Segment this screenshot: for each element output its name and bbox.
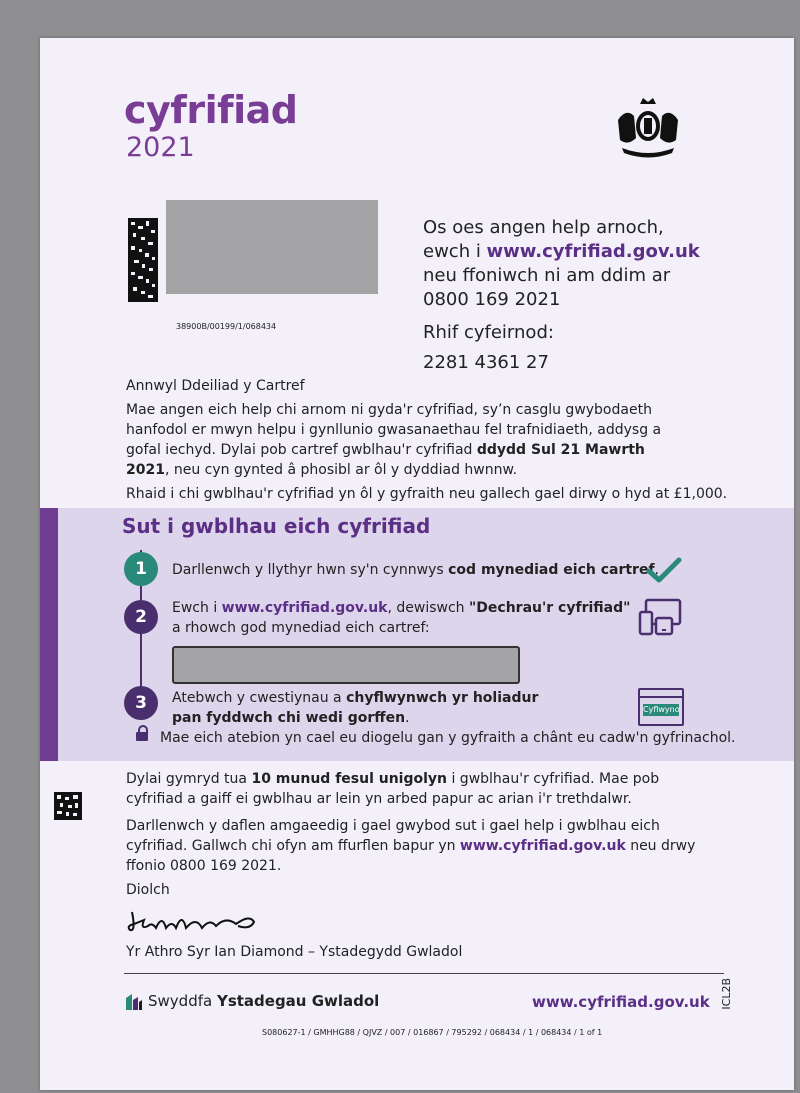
ons-logo-icon: [126, 994, 142, 1010]
thanks: Diolch: [126, 882, 170, 898]
help-line3: neu ffoniwch ni am ddim ar: [423, 265, 671, 286]
footer-url-link[interactable]: www.cyfrifiad.gov.uk: [532, 993, 710, 1011]
royal-crest-icon: [612, 96, 684, 160]
redacted-address: [166, 200, 378, 294]
barcode-code: 38900B/00199/1/068434: [176, 322, 277, 331]
privacy-note: Mae eich atebion yn cael eu diogelu gan y gyfraith a chânt eu cadw'n gyfrinachol.: [160, 730, 736, 746]
census-logo-word: cyfrifiad: [124, 88, 298, 132]
devices-icon: [638, 598, 682, 636]
checkmark-icon: [646, 556, 682, 584]
form-code: ICL2B: [720, 978, 733, 1010]
small-datamatrix: [54, 792, 82, 820]
steps-band-edge: [40, 508, 58, 761]
time-paragraph: Dylai gymryd tua 10 munud fesul unigolyn i gwblhau'r cyfrifiad. Mae pob cyfrifiad a gaiff ei gwblhau ar lein yn arbed papur ac arian i'r trethdalwr.: [126, 771, 660, 807]
step-3-text: Atebwch y cwestiynau a chyflwynwch yr holiadur pan fyddwch chi wedi gorffen.: [172, 690, 539, 726]
help-line1: Os oes angen help arnoch,: [423, 217, 664, 238]
submit-label: Cyflwyno: [643, 705, 680, 714]
step-2-url-link[interactable]: www.cyfrifiad.gov.uk: [221, 600, 388, 616]
ons-org-name: Swyddfa Ystadegau Gwladol: [148, 992, 380, 1010]
help-info: [423, 216, 700, 312]
legal-paragraph: Rhaid i chi gwblhau'r cyfrifiad yn ôl y gyfraith neu gallech gael dirwy o hyd at £1,000.: [126, 486, 728, 502]
step-1-text: Darllenwch y llythyr hwn sy'n cynnwys cod mynediad eich cartref.: [172, 562, 659, 578]
step-2-text: Ewch i www.cyfrifiad.gov.uk, dewiswch "Dechrau'r cyfrifiad" a rhowch god mynediad eich cartref:: [172, 600, 631, 636]
census-letter: [40, 38, 794, 1090]
step-3-number: 3: [124, 686, 158, 720]
intro-paragraph: Mae angen eich help chi arnom ni gyda'r cyfrifiad, sy’n casglu gwybodaeth hanfodol er mwyn helpu i gynllunio gwasanaethau fel trafnidiaeth, addysg a gofal iechyd. Dylai pob cartref gwblhau'r cyfrifiad ddydd Sul 21 Mawrth 2021, neu cyn gynted â phosibl ar ôl y dyddiad hwnnw.: [126, 402, 662, 478]
footer-divider: [124, 973, 724, 974]
datamatrix-barcode: [128, 218, 158, 302]
steps-title: Sut i gwblhau eich cyfrifiad: [122, 514, 431, 538]
submit-window-icon: [638, 688, 684, 726]
step-2-number: 2: [124, 600, 158, 634]
access-code-field-redacted: [172, 646, 520, 684]
signature-image: [126, 906, 266, 936]
signatory-name: Yr Athro Syr Ian Diamond – Ystadegydd Gwladol: [126, 944, 463, 960]
census-logo-year: 2021: [126, 132, 195, 163]
leaflet-url-link[interactable]: www.cyfrifiad.gov.uk: [459, 838, 626, 854]
step-1-number: 1: [124, 552, 158, 586]
reference-label: Rhif cyfeirnod:: [423, 322, 554, 343]
reference-number: 2281 4361 27: [423, 352, 549, 373]
print-reference: S080627-1 / GMHHG88 / QJVZ / 007 / 016867 / 795292 / 068434 / 1 / 068434 / 1 of 1: [262, 1028, 603, 1037]
lock-icon: [136, 732, 148, 741]
help-line2: ewch i www.cyfrifiad.gov.uk: [423, 241, 700, 262]
greeting: Annwyl Ddeiliad y Cartref: [126, 378, 305, 394]
help-phone: 0800 169 2021: [423, 289, 561, 310]
help-url-link[interactable]: www.cyfrifiad.gov.uk: [486, 241, 700, 262]
leaflet-paragraph: Darllenwch y daflen amgaeedig i gael gwybod sut i gael help i gwblhau eich cyfrifiad. Gallwch chi ofyn am ffurflen bapur yn www.cyfrifiad.gov.uk neu drwy ffonio 0800 169 2021.: [126, 818, 696, 874]
